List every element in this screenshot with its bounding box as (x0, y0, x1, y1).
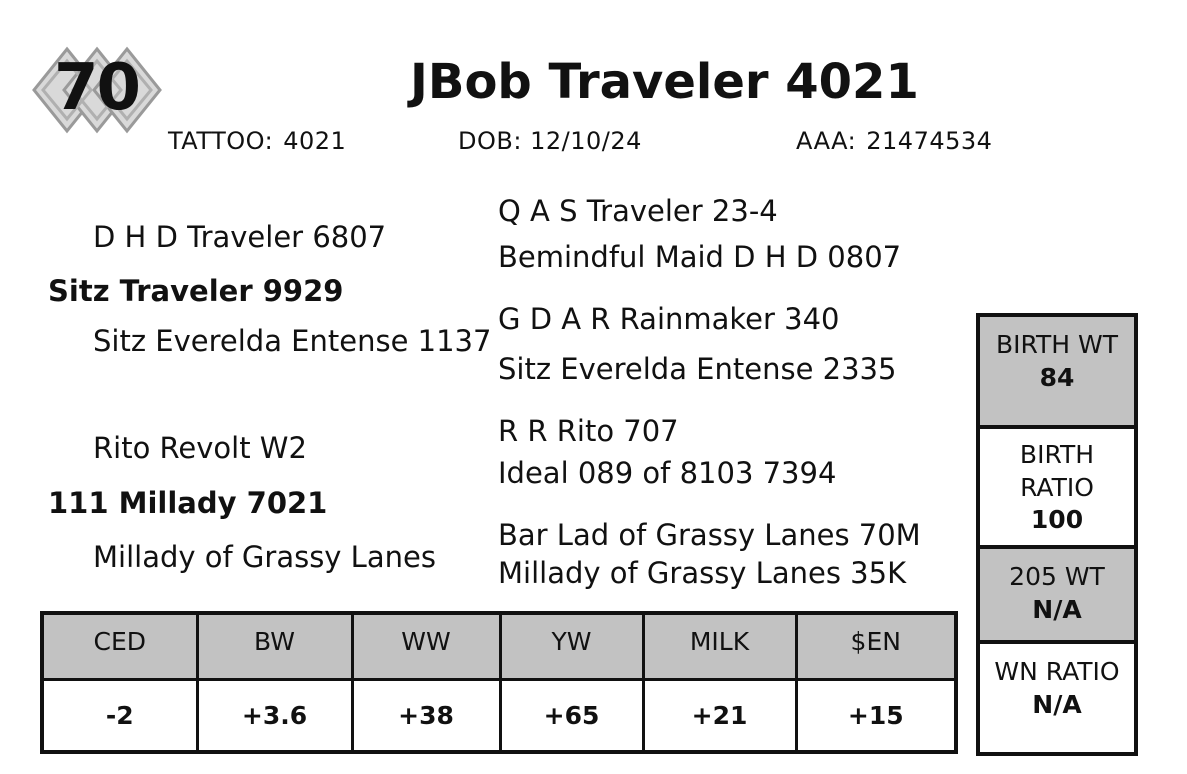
epd-value-en: +15 (796, 679, 956, 752)
performance-stats (976, 313, 1138, 756)
stat-birth-ratio-label-2: RATIO (1020, 472, 1094, 502)
pedigree-sire-sire: D H D Traveler 6807 (93, 220, 387, 254)
stat-205-wt (980, 549, 1134, 644)
stat-birth-ratio (980, 429, 1134, 549)
stat-205-wt-value: N/A (1032, 594, 1082, 624)
aaa-value: 21474534 (866, 127, 993, 155)
stat-birth-wt-value: 84 (1039, 362, 1075, 392)
pedigree-sire: Sitz Traveler 9929 (48, 274, 344, 308)
epd-table (40, 611, 958, 754)
epd-header-milk: MILK (643, 613, 796, 679)
tattoo-label: TATTOO: (168, 127, 274, 155)
epd-header-bw: BW (197, 613, 352, 679)
pedigree-ddd: Millady of Grassy Lanes 35K (498, 556, 907, 590)
dob-value: 12/10/24 (530, 127, 642, 155)
stat-birth-ratio-label-1: BIRTH (1019, 440, 1095, 469)
pedigree-dsd: Ideal 089 of 8103 7394 (498, 456, 837, 490)
stat-birth-wt-label: BIRTH WT (995, 330, 1119, 359)
epd-value-bw: +3.6 (197, 679, 352, 752)
stat-wn-ratio-label: WN RATIO (994, 657, 1120, 686)
pedigree-dam-dam: Millady of Grassy Lanes (93, 540, 436, 574)
stat-birth-ratio-value: 100 (1030, 505, 1084, 534)
dob-label: DOB: (458, 127, 522, 155)
aaa-info (796, 127, 992, 155)
pedigree-dam-sire: Rito Revolt W2 (93, 431, 307, 465)
epd-header-en: $EN (796, 613, 956, 679)
stat-wn-ratio-value: N/A (1032, 689, 1082, 719)
pedigree-sdd: Sitz Everelda Entense 2335 (498, 352, 897, 386)
lot-number: 70 (54, 51, 140, 125)
pedigree-dam: 111 Millady 7021 (48, 486, 328, 520)
pedigree-sire-dam: Sitz Everelda Entense 1137 (93, 324, 492, 358)
tattoo-value: 4021 (283, 127, 347, 155)
pedigree-sds: G D A R Rainmaker 340 (498, 302, 840, 336)
pedigree-dss: R R Rito 707 (498, 414, 679, 448)
epd-value-ced: -2 (42, 679, 197, 752)
pedigree-dds: Bar Lad of Grassy Lanes 70M (498, 518, 921, 552)
epd-value-row (42, 679, 956, 752)
animal-name: JBob Traveler 4021 (410, 54, 919, 110)
tattoo-info (168, 127, 346, 155)
epd-header-yw: YW (500, 613, 643, 679)
aaa-label: AAA: (796, 127, 857, 155)
epd-value-yw: +65 (500, 679, 643, 752)
epd-value-milk: +21 (643, 679, 796, 752)
epd-header-ww: WW (352, 613, 500, 679)
stat-birth-wt (980, 317, 1134, 429)
epd-header-row (42, 613, 956, 679)
pedigree-sss: Q A S Traveler 23-4 (498, 194, 778, 228)
stat-wn-ratio (980, 644, 1134, 752)
pedigree-ssd: Bemindful Maid D H D 0807 (498, 240, 902, 274)
epd-value-ww: +38 (352, 679, 500, 752)
stat-205-wt-label: 205 WT (1009, 562, 1105, 591)
dob-info (458, 127, 642, 155)
epd-header-ced: CED (42, 613, 197, 679)
